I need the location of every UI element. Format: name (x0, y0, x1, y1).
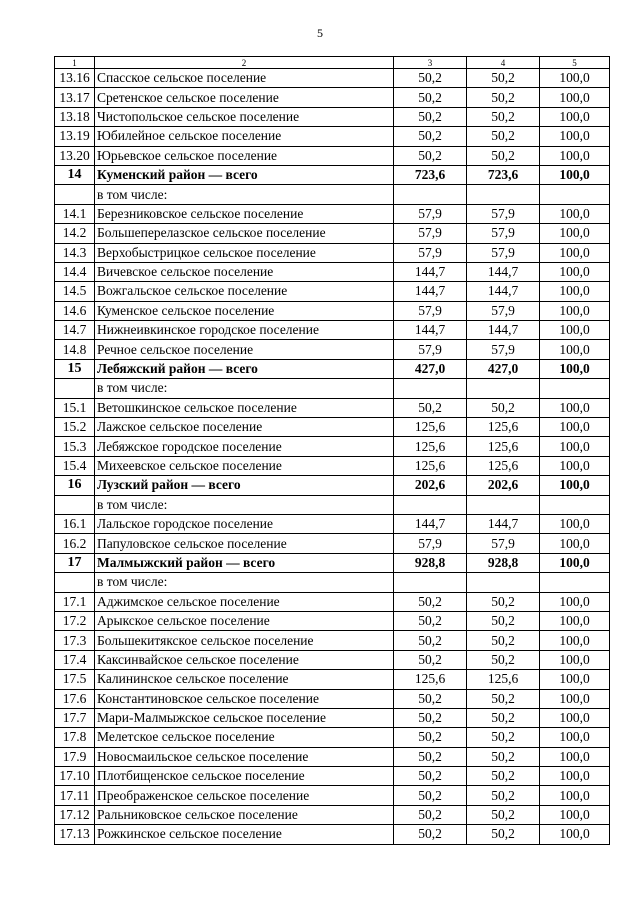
row-name: Вичевское сельское поселение (95, 262, 394, 281)
value-col4: 57,9 (467, 301, 540, 320)
table-row (55, 495, 610, 514)
row-name: Папуловское сельское поселение (95, 534, 394, 553)
table-row (55, 437, 610, 456)
row-number: 17.9 (55, 747, 95, 766)
row-name: Константиновское сельское поселение (95, 689, 394, 708)
row-number: 14.1 (55, 204, 95, 223)
table-row (55, 262, 610, 281)
allocation-table (54, 56, 610, 845)
value-col4: 50,2 (467, 398, 540, 417)
value-col3: 50,2 (394, 611, 467, 630)
column-number-row (55, 57, 610, 69)
row-number: 17.7 (55, 708, 95, 727)
row-name: в том числе: (95, 185, 394, 204)
value-col3: 125,6 (394, 670, 467, 689)
value-col3: 202,6 (394, 476, 467, 495)
row-name: Лебяжский район — всего (95, 359, 394, 378)
value-col5: 100,0 (540, 476, 610, 495)
row-name: Лебяжское городское поселение (95, 437, 394, 456)
value-col3 (394, 379, 467, 398)
row-name: Рожкинское сельское поселение (95, 825, 394, 844)
row-name: Мари-Малмыжское сельское поселение (95, 708, 394, 727)
value-col3: 57,9 (394, 534, 467, 553)
value-col4: 50,2 (467, 69, 540, 88)
value-col3: 50,2 (394, 786, 467, 805)
table-row (55, 631, 610, 650)
value-col5: 100,0 (540, 107, 610, 126)
row-name: Куменское сельское поселение (95, 301, 394, 320)
table-row (55, 767, 610, 786)
table-row (55, 69, 610, 88)
row-number: 15.2 (55, 418, 95, 437)
value-col4: 50,2 (467, 146, 540, 165)
value-col5 (540, 185, 610, 204)
value-col4: 125,6 (467, 670, 540, 689)
row-name: Юбилейное сельское поселение (95, 127, 394, 146)
value-col4: 427,0 (467, 359, 540, 378)
value-col3: 144,7 (394, 321, 467, 340)
table-row (55, 805, 610, 824)
row-number: 13.16 (55, 69, 95, 88)
value-col5 (540, 379, 610, 398)
row-name: Большекитякское сельское поселение (95, 631, 394, 650)
table-row (55, 243, 610, 262)
row-number: 17.1 (55, 592, 95, 611)
row-name: Ветошкинское сельское поселение (95, 398, 394, 417)
value-col4: 125,6 (467, 418, 540, 437)
value-col4: 50,2 (467, 127, 540, 146)
value-col4 (467, 379, 540, 398)
column-number: 3 (394, 57, 467, 69)
value-col3: 50,2 (394, 767, 467, 786)
value-col5: 100,0 (540, 418, 610, 437)
value-col4: 125,6 (467, 456, 540, 475)
value-col4: 50,2 (467, 767, 540, 786)
row-name: Михеевское сельское поселение (95, 456, 394, 475)
row-number: 17.2 (55, 611, 95, 630)
table-row (55, 321, 610, 340)
value-col5: 100,0 (540, 689, 610, 708)
value-col5: 100,0 (540, 69, 610, 88)
value-col4: 50,2 (467, 825, 540, 844)
value-col5: 100,0 (540, 165, 610, 184)
table-body (55, 57, 610, 845)
row-name: Куменский район — всего (95, 165, 394, 184)
row-name: Калининское сельское поселение (95, 670, 394, 689)
table-row (55, 514, 610, 533)
row-number: 17.5 (55, 670, 95, 689)
table-row (55, 282, 610, 301)
value-col4 (467, 573, 540, 592)
value-col5: 100,0 (540, 708, 610, 727)
value-col4: 144,7 (467, 514, 540, 533)
value-col5: 100,0 (540, 747, 610, 766)
value-col4: 50,2 (467, 88, 540, 107)
value-col5: 100,0 (540, 592, 610, 611)
table-row (55, 786, 610, 805)
table-row (55, 146, 610, 165)
value-col3: 723,6 (394, 165, 467, 184)
value-col4: 50,2 (467, 592, 540, 611)
value-col4: 50,2 (467, 107, 540, 126)
row-number: 14.6 (55, 301, 95, 320)
row-number: 14.2 (55, 224, 95, 243)
column-number: 1 (55, 57, 95, 69)
row-number: 15 (55, 359, 95, 378)
district-total-row (55, 359, 610, 378)
table-row (55, 88, 610, 107)
row-number: 16.1 (55, 514, 95, 533)
table-row (55, 534, 610, 553)
row-name: Березниковское сельское поселение (95, 204, 394, 223)
row-number: 15.1 (55, 398, 95, 417)
table-row (55, 573, 610, 592)
table-row (55, 107, 610, 126)
value-col3: 50,2 (394, 631, 467, 650)
table-row (55, 825, 610, 844)
value-col5: 100,0 (540, 262, 610, 281)
value-col4: 50,2 (467, 805, 540, 824)
row-number: 17.3 (55, 631, 95, 650)
value-col3: 50,2 (394, 398, 467, 417)
value-col4: 57,9 (467, 340, 540, 359)
row-number: 13.17 (55, 88, 95, 107)
value-col3: 928,8 (394, 553, 467, 572)
value-col3: 50,2 (394, 805, 467, 824)
value-col4: 50,2 (467, 708, 540, 727)
row-name: в том числе: (95, 495, 394, 514)
row-number: 17.12 (55, 805, 95, 824)
value-col5: 100,0 (540, 728, 610, 747)
row-name: Каксинвайское сельское поселение (95, 650, 394, 669)
value-col4 (467, 495, 540, 514)
value-col5: 100,0 (540, 534, 610, 553)
value-col5: 100,0 (540, 88, 610, 107)
value-col3: 50,2 (394, 69, 467, 88)
value-col4: 50,2 (467, 631, 540, 650)
value-col3: 50,2 (394, 747, 467, 766)
table-row (55, 340, 610, 359)
row-number: 14.7 (55, 321, 95, 340)
table-row (55, 611, 610, 630)
row-number: 14.3 (55, 243, 95, 262)
table-row (55, 418, 610, 437)
row-name: Аджимское сельское поселение (95, 592, 394, 611)
value-col3: 50,2 (394, 88, 467, 107)
value-col5: 100,0 (540, 805, 610, 824)
value-col3: 50,2 (394, 107, 467, 126)
value-col4: 57,9 (467, 224, 540, 243)
row-name: Мелетское сельское поселение (95, 728, 394, 747)
table-row (55, 127, 610, 146)
row-number (55, 185, 95, 204)
value-col3: 57,9 (394, 224, 467, 243)
row-number: 17.8 (55, 728, 95, 747)
table-row (55, 456, 610, 475)
row-number: 13.18 (55, 107, 95, 126)
value-col5: 100,0 (540, 825, 610, 844)
row-number: 17 (55, 553, 95, 572)
value-col5: 100,0 (540, 786, 610, 805)
value-col3: 57,9 (394, 204, 467, 223)
value-col4: 723,6 (467, 165, 540, 184)
value-col3: 50,2 (394, 689, 467, 708)
row-number: 16 (55, 476, 95, 495)
value-col4: 144,7 (467, 282, 540, 301)
value-col3: 125,6 (394, 418, 467, 437)
row-name: в том числе: (95, 379, 394, 398)
value-col3: 50,2 (394, 146, 467, 165)
value-col3: 50,2 (394, 708, 467, 727)
row-name: Лальское городское поселение (95, 514, 394, 533)
value-col3: 50,2 (394, 728, 467, 747)
value-col4: 202,6 (467, 476, 540, 495)
column-number: 2 (95, 57, 394, 69)
row-name: Ральниковское сельское поселение (95, 805, 394, 824)
value-col3: 144,7 (394, 514, 467, 533)
row-name: Лузский район — всего (95, 476, 394, 495)
value-col5: 100,0 (540, 127, 610, 146)
value-col5 (540, 495, 610, 514)
value-col5: 100,0 (540, 650, 610, 669)
value-col5: 100,0 (540, 282, 610, 301)
value-col5: 100,0 (540, 456, 610, 475)
row-number: 13.20 (55, 146, 95, 165)
value-col5: 100,0 (540, 243, 610, 262)
value-col3: 144,7 (394, 262, 467, 281)
row-name: Лажское сельское поселение (95, 418, 394, 437)
value-col4: 50,2 (467, 786, 540, 805)
value-col3: 144,7 (394, 282, 467, 301)
value-col5: 100,0 (540, 301, 610, 320)
row-name: Юрьевское сельское поселение (95, 146, 394, 165)
value-col4: 50,2 (467, 650, 540, 669)
row-name: Плотбищенское сельское поселение (95, 767, 394, 786)
table-row (55, 650, 610, 669)
page-number: 5 (317, 26, 323, 40)
row-name: Спасское сельское поселение (95, 69, 394, 88)
value-col5: 100,0 (540, 611, 610, 630)
value-col4: 50,2 (467, 728, 540, 747)
value-col3: 57,9 (394, 243, 467, 262)
table-row (55, 301, 610, 320)
row-name: Чистопольское сельское поселение (95, 107, 394, 126)
row-name: Вожгальское сельское поселение (95, 282, 394, 301)
row-number: 15.4 (55, 456, 95, 475)
row-name: Преображенское сельское поселение (95, 786, 394, 805)
row-name: Новосмаильское сельское поселение (95, 747, 394, 766)
value-col4: 50,2 (467, 611, 540, 630)
value-col5: 100,0 (540, 670, 610, 689)
table-row (55, 689, 610, 708)
value-col4: 144,7 (467, 321, 540, 340)
value-col4: 928,8 (467, 553, 540, 572)
row-name: Сретенское сельское поселение (95, 88, 394, 107)
row-name: Нижнеивкинское городское поселение (95, 321, 394, 340)
value-col4: 57,9 (467, 243, 540, 262)
row-number: 17.11 (55, 786, 95, 805)
value-col3: 125,6 (394, 456, 467, 475)
value-col4: 50,2 (467, 747, 540, 766)
table-row (55, 747, 610, 766)
district-total-row (55, 553, 610, 572)
row-number (55, 379, 95, 398)
value-col3: 125,6 (394, 437, 467, 456)
row-number: 14.5 (55, 282, 95, 301)
column-number: 4 (467, 57, 540, 69)
row-number (55, 573, 95, 592)
district-total-row (55, 165, 610, 184)
row-name: Малмыжский район — всего (95, 553, 394, 572)
value-col4: 125,6 (467, 437, 540, 456)
table-row (55, 204, 610, 223)
value-col5: 100,0 (540, 553, 610, 572)
row-name: Верхобыстрицкое сельское поселение (95, 243, 394, 262)
value-col4: 57,9 (467, 534, 540, 553)
row-name: Большеперелазское сельское поселение (95, 224, 394, 243)
value-col5: 100,0 (540, 631, 610, 650)
row-number: 14.4 (55, 262, 95, 281)
row-number: 17.6 (55, 689, 95, 708)
value-col5: 100,0 (540, 146, 610, 165)
value-col3: 50,2 (394, 592, 467, 611)
table-row (55, 379, 610, 398)
column-number: 5 (540, 57, 610, 69)
value-col5: 100,0 (540, 321, 610, 340)
table-row (55, 592, 610, 611)
table-row (55, 708, 610, 727)
row-number: 15.3 (55, 437, 95, 456)
table-row (55, 728, 610, 747)
row-name: в том числе: (95, 573, 394, 592)
value-col3: 57,9 (394, 340, 467, 359)
value-col3: 50,2 (394, 825, 467, 844)
row-name: Речное сельское поселение (95, 340, 394, 359)
row-number: 14 (55, 165, 95, 184)
value-col4 (467, 185, 540, 204)
row-number: 13.19 (55, 127, 95, 146)
value-col5: 100,0 (540, 340, 610, 359)
value-col5: 100,0 (540, 204, 610, 223)
row-number: 14.8 (55, 340, 95, 359)
value-col3: 427,0 (394, 359, 467, 378)
value-col5 (540, 573, 610, 592)
value-col5: 100,0 (540, 437, 610, 456)
table-row (55, 185, 610, 204)
row-number: 16.2 (55, 534, 95, 553)
value-col4: 57,9 (467, 204, 540, 223)
table-row (55, 398, 610, 417)
row-number (55, 495, 95, 514)
row-number: 17.13 (55, 825, 95, 844)
value-col5: 100,0 (540, 224, 610, 243)
value-col5: 100,0 (540, 398, 610, 417)
table-row (55, 224, 610, 243)
value-col5: 100,0 (540, 514, 610, 533)
value-col3 (394, 573, 467, 592)
row-name: Арыкское сельское поселение (95, 611, 394, 630)
value-col3: 50,2 (394, 650, 467, 669)
value-col3 (394, 185, 467, 204)
value-col5: 100,0 (540, 767, 610, 786)
value-col4: 50,2 (467, 689, 540, 708)
district-total-row (55, 476, 610, 495)
row-number: 17.4 (55, 650, 95, 669)
row-number: 17.10 (55, 767, 95, 786)
value-col3: 50,2 (394, 127, 467, 146)
table-row (55, 670, 610, 689)
value-col4: 144,7 (467, 262, 540, 281)
value-col5: 100,0 (540, 359, 610, 378)
value-col3: 57,9 (394, 301, 467, 320)
value-col3 (394, 495, 467, 514)
